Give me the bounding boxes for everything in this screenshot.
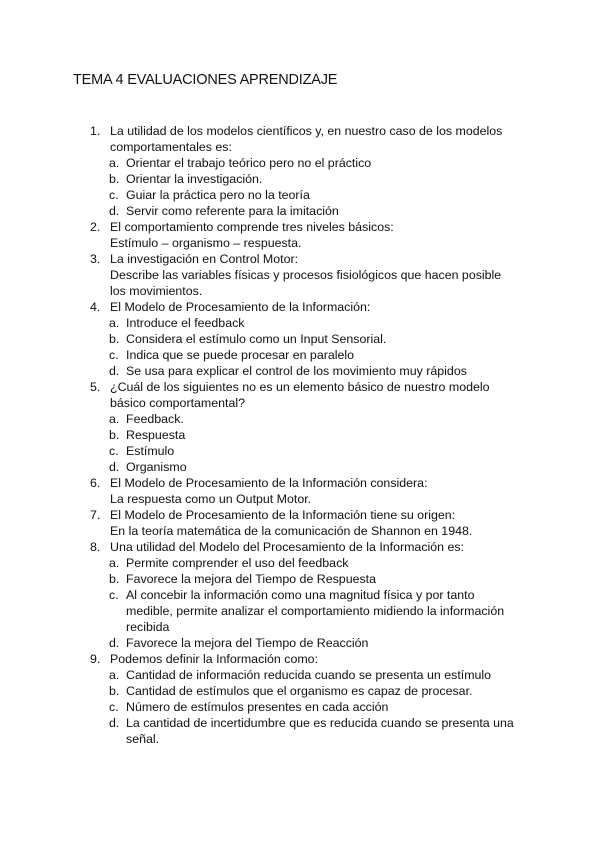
question-text: El Modelo de Procesamiento de la Información tiene su origen: bbox=[110, 508, 456, 522]
option-letter: c. bbox=[109, 348, 119, 362]
option-letter: d. bbox=[109, 204, 120, 218]
question-text: Una utilidad del Modelo del Procesamiento de la Información es: bbox=[110, 540, 465, 554]
question-5-options bbox=[90, 411, 520, 475]
option-text: Indica que se puede procesar en paralelo bbox=[126, 348, 355, 362]
question-number: 2. bbox=[90, 220, 101, 234]
question-4-options bbox=[90, 315, 520, 379]
option-text: Considera el estímulo como un Input Sensorial. bbox=[126, 332, 387, 346]
option bbox=[90, 411, 520, 427]
question-5 bbox=[90, 379, 520, 411]
option bbox=[90, 347, 520, 363]
option bbox=[90, 427, 520, 443]
option-letter: c. bbox=[109, 444, 119, 458]
question-text: ¿Cuál de los siguientes no es un elemento básico de nuestro modelo básico comportamental? bbox=[110, 380, 490, 410]
option-letter: d. bbox=[109, 716, 120, 730]
option bbox=[90, 363, 520, 379]
option-letter: c. bbox=[109, 188, 119, 202]
question-text: El Modelo de Procesamiento de la Información considera: bbox=[110, 476, 428, 490]
question-number: 4. bbox=[90, 300, 101, 314]
answer-text: Describe las variables físicas y procesos fisiológicos que hacen posible los movimientos. bbox=[110, 268, 502, 298]
question-number: 9. bbox=[90, 652, 101, 666]
option-text: Permite comprender el uso del feedback bbox=[126, 556, 349, 570]
question-text: Podemos definir la Información como: bbox=[110, 652, 318, 666]
option-text: Orientar el trabajo teórico pero no el práctico bbox=[126, 156, 372, 170]
option bbox=[90, 203, 520, 219]
question-number: 8. bbox=[90, 540, 101, 554]
option-text: Organismo bbox=[126, 460, 187, 474]
question-4 bbox=[90, 299, 520, 315]
answer-text: Estímulo – organismo – respuesta. bbox=[110, 236, 302, 250]
question-text: El Modelo de Procesamiento de la Información: bbox=[110, 300, 371, 314]
question-1-options bbox=[90, 155, 520, 219]
option bbox=[90, 715, 520, 747]
option-letter: a. bbox=[109, 412, 120, 426]
option bbox=[90, 555, 520, 571]
option bbox=[90, 315, 520, 331]
question-number: 7. bbox=[90, 508, 101, 522]
option-text: Favorece la mejora del Tiempo de Respuesta bbox=[126, 572, 377, 586]
option-text: Orientar la investigación. bbox=[126, 172, 263, 186]
option-text: Servir como referente para la imitación bbox=[126, 204, 339, 218]
document-title: TEMA 4 EVALUACIONES APRENDIZAJE bbox=[73, 72, 338, 88]
option-text: La cantidad de incertidumbre que es reducida cuando se presenta una señal. bbox=[126, 716, 514, 746]
option-text: Cantidad de información reducida cuando se presenta un estímulo bbox=[126, 668, 492, 682]
option-letter: c. bbox=[109, 700, 119, 714]
question-2 bbox=[90, 219, 520, 251]
option-letter: b. bbox=[109, 172, 120, 186]
question-9 bbox=[90, 651, 520, 667]
question-number: 1. bbox=[90, 124, 101, 138]
option bbox=[90, 635, 520, 651]
option-letter: a. bbox=[109, 556, 120, 570]
question-text: La utilidad de los modelos científicos y, en nuestro caso de los modelos comportamentales es: bbox=[110, 124, 503, 154]
option-text: Se usa para explicar el control de los movimiento muy rápidos bbox=[126, 364, 467, 378]
option-text: Al concebir la información como una magnitud física y por tanto medible, permite analizar el comportamiento midiendo la información recibida bbox=[126, 588, 505, 634]
question-9-options bbox=[90, 667, 520, 747]
question-text: El comportamiento comprende tres niveles básicos: bbox=[110, 220, 394, 234]
option-letter: a. bbox=[109, 668, 120, 682]
option bbox=[90, 699, 520, 715]
option-letter: c. bbox=[109, 588, 119, 602]
option-letter: b. bbox=[109, 684, 120, 698]
option-text: Introduce el feedback bbox=[126, 316, 245, 330]
option bbox=[90, 587, 520, 635]
option bbox=[90, 331, 520, 347]
option-letter: b. bbox=[109, 332, 120, 346]
option-letter: b. bbox=[109, 572, 120, 586]
question-list bbox=[90, 123, 520, 747]
option-letter: a. bbox=[109, 316, 120, 330]
question-number: 6. bbox=[90, 476, 101, 490]
option-text: Cantidad de estímulos que el organismo es capaz de procesar. bbox=[126, 684, 473, 698]
option-letter: b. bbox=[109, 428, 120, 442]
option bbox=[90, 155, 520, 171]
question-text: La investigación en Control Motor: bbox=[110, 252, 299, 266]
question-number: 3. bbox=[90, 252, 101, 266]
option bbox=[90, 571, 520, 587]
answer-text: La respuesta como un Output Motor. bbox=[110, 492, 312, 506]
option-text: Guiar la práctica pero no la teoría bbox=[126, 188, 310, 202]
option bbox=[90, 683, 520, 699]
answer-text: En la teoría matemática de la comunicación de Shannon en 1948. bbox=[110, 524, 473, 538]
option-text: Estímulo bbox=[126, 444, 175, 458]
option-text: Respuesta bbox=[126, 428, 186, 442]
question-number: 5. bbox=[90, 380, 101, 394]
question-7 bbox=[90, 507, 520, 539]
option bbox=[90, 171, 520, 187]
option bbox=[90, 667, 520, 683]
option-text: Favorece la mejora del Tiempo de Reacción bbox=[126, 636, 369, 650]
question-3 bbox=[90, 251, 520, 299]
option bbox=[90, 459, 520, 475]
question-8-options bbox=[90, 555, 520, 651]
option bbox=[90, 443, 520, 459]
option-text: Feedback. bbox=[126, 412, 184, 426]
option-letter: d. bbox=[109, 364, 120, 378]
option-letter: d. bbox=[109, 636, 120, 650]
option-text: Número de estímulos presentes en cada acción bbox=[126, 700, 389, 714]
option bbox=[90, 187, 520, 203]
question-8 bbox=[90, 539, 520, 555]
option-letter: a. bbox=[109, 156, 120, 170]
question-6 bbox=[90, 475, 520, 507]
option-letter: d. bbox=[109, 460, 120, 474]
question-1 bbox=[90, 123, 520, 155]
